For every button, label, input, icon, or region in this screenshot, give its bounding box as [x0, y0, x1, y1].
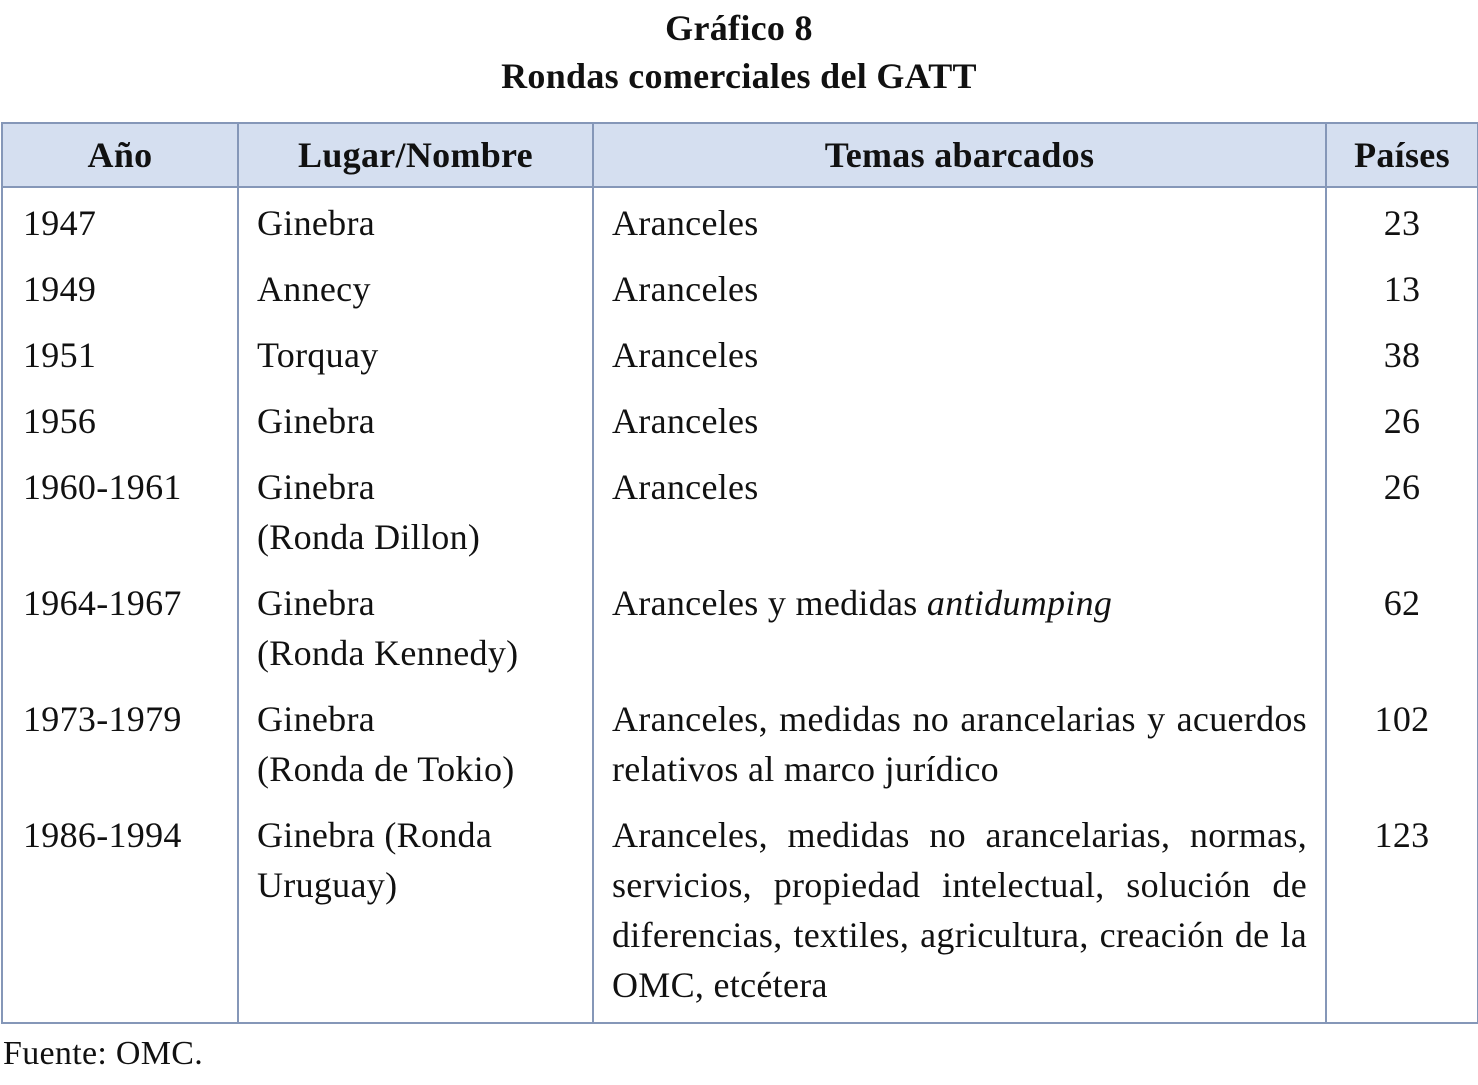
cell-countries: 23: [1326, 187, 1478, 256]
cell-year: 1973-1979: [2, 686, 238, 802]
cell-year: 1947: [2, 187, 238, 256]
topics-text: Aranceles: [612, 467, 759, 507]
table-row: [2, 686, 1478, 802]
place-round-name: (Ronda Dillon): [257, 517, 481, 557]
cell-topics: [593, 322, 1326, 388]
topics-text: Aranceles: [612, 335, 759, 375]
table-header-row: [2, 123, 1478, 187]
place-round-name: (Ronda Kennedy): [257, 633, 519, 673]
cell-place: [238, 570, 593, 686]
place-name: Ginebra: [257, 699, 376, 739]
cell-countries: 62: [1326, 570, 1478, 686]
place-name: Ginebra: [257, 203, 376, 243]
topics-text: Aranceles: [612, 269, 759, 309]
cell-place: [238, 187, 593, 256]
cell-topics: [593, 802, 1326, 1023]
topics-text: Aranceles, medidas no arancelarias y acuerdos relativos al marco jurídico: [612, 699, 1307, 789]
header-topics: Temas abarcados: [593, 123, 1326, 187]
place-name: Annecy: [257, 269, 371, 309]
cell-countries: 13: [1326, 256, 1478, 322]
cell-place: [238, 802, 593, 1023]
topics-text: Aranceles: [612, 401, 759, 441]
header-year: Año: [2, 123, 238, 187]
table-row: [2, 256, 1478, 322]
cell-topics: [593, 570, 1326, 686]
cell-countries: 38: [1326, 322, 1478, 388]
cell-place: [238, 454, 593, 570]
cell-place: [238, 686, 593, 802]
cell-topics: [593, 388, 1326, 454]
cell-year: 1951: [2, 322, 238, 388]
cell-year: 1949: [2, 256, 238, 322]
source-note: Fuente: OMC.: [3, 1035, 204, 1072]
cell-topics: [593, 454, 1326, 570]
topics-text: Aranceles: [612, 203, 759, 243]
place-name: Torquay: [257, 335, 379, 375]
table-row: [2, 454, 1478, 570]
table-row: [2, 388, 1478, 454]
topics-text: Aranceles y medidas: [612, 583, 927, 623]
place-name: Ginebra: [257, 401, 376, 441]
figure-title: [0, 4, 1478, 100]
header-countries: Países: [1326, 123, 1478, 187]
place-name: Ginebra (Ronda Uruguay): [257, 815, 493, 905]
table-row: [2, 187, 1478, 256]
cell-topics: [593, 686, 1326, 802]
topics-text: Aranceles, medidas no arancelarias, normas, servicios, propiedad intelectual, solución de diferencias, textiles, agricultura, creación de la OMC, etcétera: [612, 815, 1307, 1005]
table-row: [2, 802, 1478, 1023]
table-row: [2, 322, 1478, 388]
place-round-name: (Ronda de Tokio): [257, 749, 515, 789]
cell-year: 1986-1994: [2, 802, 238, 1023]
cell-place: [238, 388, 593, 454]
cell-year: 1956: [2, 388, 238, 454]
cell-topics: [593, 187, 1326, 256]
table-row: [2, 570, 1478, 686]
place-name: Ginebra: [257, 583, 376, 623]
cell-year: 1960-1961: [2, 454, 238, 570]
figure-number: Gráfico 8: [665, 8, 813, 48]
gatt-rounds-table: [1, 122, 1478, 1024]
place-name: Ginebra: [257, 467, 376, 507]
cell-place: [238, 322, 593, 388]
cell-place: [238, 256, 593, 322]
cell-countries: 123: [1326, 802, 1478, 1023]
cell-countries: 26: [1326, 388, 1478, 454]
cell-countries: 26: [1326, 454, 1478, 570]
topics-italic-text: antidumping: [926, 583, 1113, 623]
figure-caption: Rondas comerciales del GATT: [501, 56, 977, 96]
cell-topics: [593, 256, 1326, 322]
header-place: Lugar/Nombre: [238, 123, 593, 187]
cell-year: 1964-1967: [2, 570, 238, 686]
cell-countries: 102: [1326, 686, 1478, 802]
